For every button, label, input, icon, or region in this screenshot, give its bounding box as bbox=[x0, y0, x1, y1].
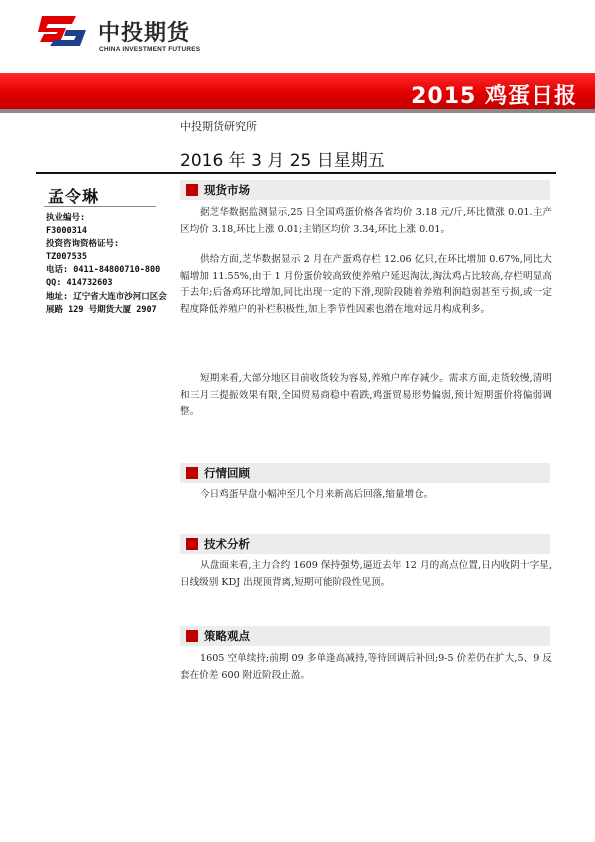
report-title: 2015 鸡蛋日报 bbox=[411, 84, 577, 109]
section-title: 技术分析 bbox=[204, 537, 250, 551]
section-header-spot-market bbox=[180, 180, 550, 200]
contact-line-phone: 电话: 0411-84800710-800 bbox=[46, 265, 161, 276]
section-header-market-review bbox=[180, 463, 550, 483]
section-marker-icon bbox=[186, 630, 198, 642]
section-title: 策略观点 bbox=[204, 629, 250, 643]
company-logo-icon bbox=[36, 12, 90, 50]
paragraph-supply: 供给方面,芝华数据显示 2 月在产蛋鸡存栏 12.06 亿只,在环比增加 0.67%,同比大幅增加 11.55%,由于 1 月份蛋价较高致使养殖户延迟淘汰,淘汰鸡占比较高,存栏明显高于去年;后备鸡环比增加,同比出现一定的下滑,现阶段随着养殖利润趋弱甚至亏损,或一定程度降低养殖户的补栏积极性,加上季节性因素也潜在地对远月构成利多。 bbox=[180, 254, 552, 315]
header-divider bbox=[36, 172, 556, 174]
paragraph-technical-analysis: 从盘面来看,主力合约 1609 保持强势,逼近去年 12 月的高点位置,日内收阴十字星,日线级别 KDJ 出现顶背离,短期可能阶段性见顶。 bbox=[180, 560, 552, 588]
section-header-technical-analysis bbox=[180, 534, 550, 554]
section-marker-icon bbox=[186, 467, 198, 479]
paragraph-market-review: 今日鸡蛋早盘小幅冲至几个月来新高后回落,缩量增仓。 bbox=[200, 489, 434, 500]
report-date: 2016 年 3 月 25 日星期五 bbox=[180, 151, 385, 171]
author-divider bbox=[44, 206, 156, 207]
section-marker-icon bbox=[186, 538, 198, 550]
paragraph-spot-price: 据芝华数据监测显示,25 日全国鸡蛋价格各省均价 3.18 元/斤,环比微涨 0.01.主产区均价 3.18,环比上涨 0.01;主销区均价 3.34,环比上涨 0.01。 bbox=[180, 207, 552, 235]
section-marker-icon bbox=[186, 184, 198, 196]
contact-line-cert-label: 投资咨询资格证号: bbox=[46, 239, 120, 250]
author-name: 孟令琳 bbox=[48, 187, 100, 206]
institute-name: 中投期货研究所 bbox=[180, 120, 257, 133]
section-title: 现货市场 bbox=[204, 183, 250, 197]
paragraph-strategy: 1605 空单续持;前期 09 多单逢高减持,等待回调后补回;9-5 价差仍在扩大,5、9 反套在价差 600 附近阶段止盈。 bbox=[180, 653, 552, 681]
section-header-strategy bbox=[180, 626, 550, 646]
author-contact bbox=[46, 212, 174, 317]
contact-line-qq: QQ: 414732603 bbox=[46, 278, 113, 289]
contact-line-address: 地址: 辽宁省大连市沙河口区会展路 129 号期货大厦 2907 bbox=[46, 291, 167, 315]
paragraph-short-term: 短期来看,大部分地区目前收货较为容易,养殖户库存减少。需求方面,走货较慢,清明和三月三提振效果有限,全国贸易商稳中看跌,鸡蛋贸易形势偏弱,预计短期蛋价将偏弱调整。 bbox=[180, 373, 552, 418]
contact-line-license-number: F3000314 bbox=[46, 226, 87, 237]
brand-name-cn: 中投期货 bbox=[98, 21, 191, 46]
contact-line-cert-number: TZ007535 bbox=[46, 252, 87, 263]
contact-line-license-label: 执业编号: bbox=[46, 213, 86, 223]
section-title: 行情回顾 bbox=[204, 466, 250, 480]
brand-name-en: CHINA INVESTMENT FUTURES bbox=[99, 46, 201, 53]
